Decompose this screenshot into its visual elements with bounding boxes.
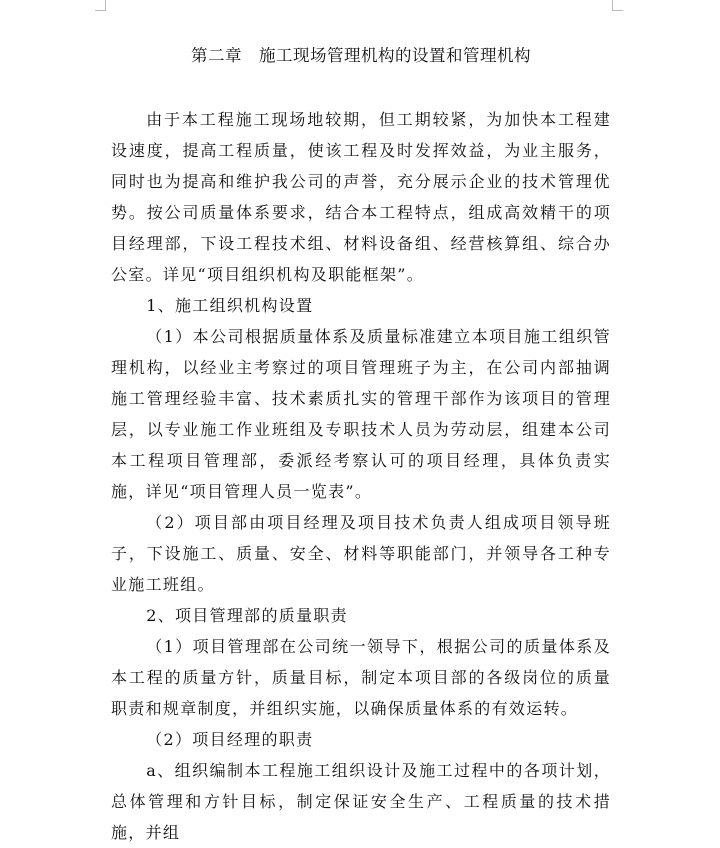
document-page: [111, 36, 611, 848]
subheading-2-2: （2）项目经理的职责: [146, 730, 314, 749]
crop-mark-top-left: [95, 0, 106, 11]
paragraph-2-2-a: a、组织编制本工程施工组织设计及施工过程中的各项计划，总体管理和方针目标，制定保证安全生产、工程质量的技术措施，并组: [111, 761, 611, 842]
paragraph-2-1: （1）项目管理部在公司统一领导下，根据公司的质量体系及本工程的质量方针，质量目标，制定本项目部的各级岗位的质量职责和规章制度，并组织实施，以确保质量体系的有效运转。: [111, 637, 611, 718]
paragraph-1-2: （2）项目部由项目经理及项目技术负责人组成项目领导班子，下设施工、质量、安全、材料等职能部门，并领导各工种专业施工班组。: [111, 513, 611, 594]
section-heading-1: 1、施工组织机构设置: [146, 296, 314, 315]
crop-mark-top-right: [612, 0, 623, 11]
chapter-title: 第二章 施工现场管理机构的设置和管理机构: [191, 46, 531, 65]
paragraph-1-1: （1）本公司根据质量体系及质量标准建立本项目施工组织管理机构，以经业主考察过的项目管理班子为主，在公司内部抽调施工管理经验丰富、技术素质扎实的管理干部作为该项目的管理层，以专业施工作业班组及专职技术人员为劳动层，组建本公司本工程项目管理部，委派经考察认可的项目经理，具体负责实施，详见“项目管理人员一览表”。: [111, 327, 611, 501]
section-heading-2: 2、项目管理部的质量职责: [146, 606, 348, 625]
intro-paragraph: 由于本工程施工现场地较期，但工期较紧，为加快本工程建设速度，提高工程质量，使该工程及时发挥效益，为业主服务，同时也为提高和维护我公司的声誉，充分展示企业的技术管理优势。按公司质量体系要求，结合本工程特点，组成高效精干的项目经理部，下设工程技术组、材料设备组、经营核算组、综合办公室。详见“项目组织机构及职能框架”。: [111, 110, 611, 284]
